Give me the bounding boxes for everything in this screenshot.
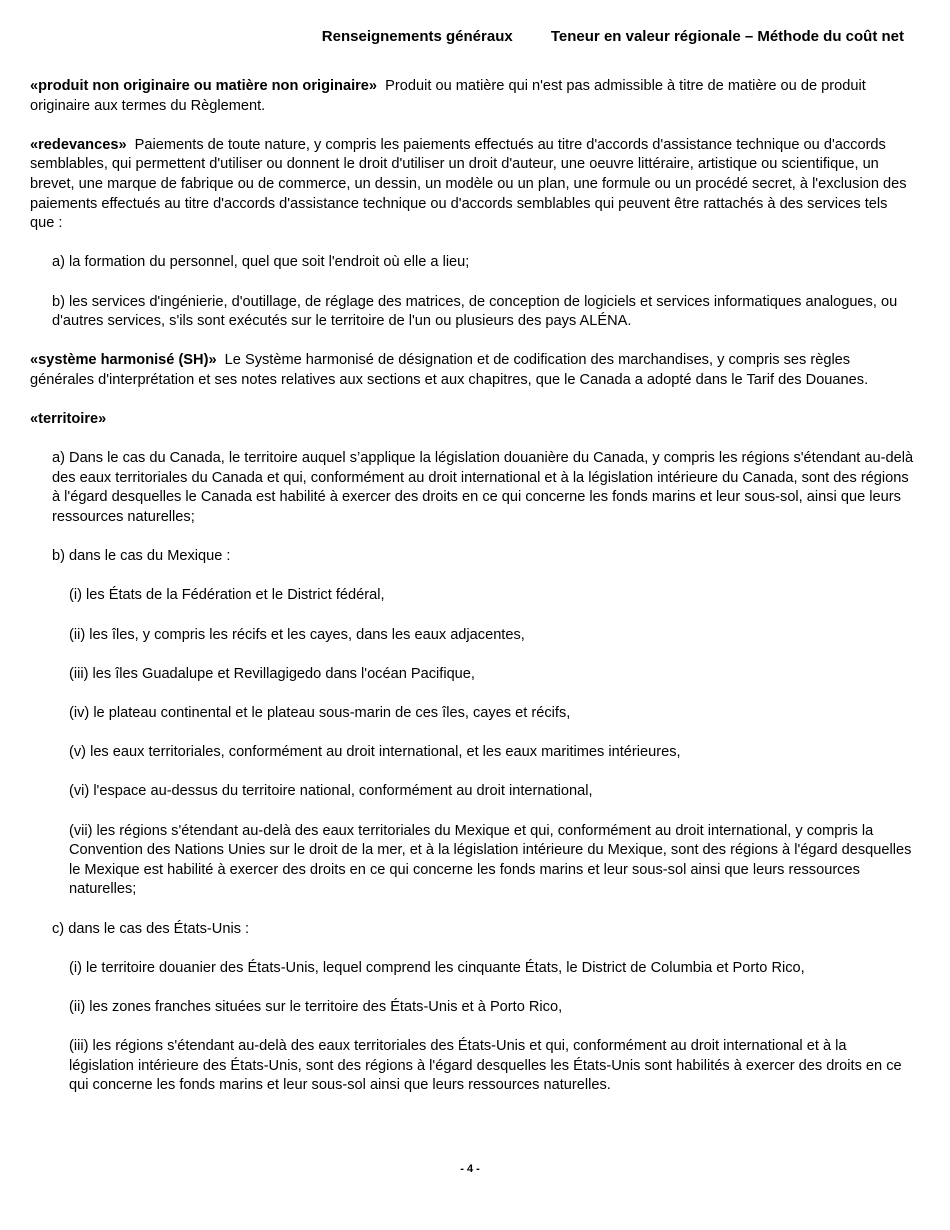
header-section-title: Renseignements généraux xyxy=(321,28,513,45)
list-item: (iii) les régions s'étendant au-delà des eaux territoriales des États-Unis et qui, conformément au droit international et à la législation intérieure des États-Unis, sont des régions à l'égard desquelles les États-Unis sont habilités à exercer des droits en ce qui concerne les fonds marins et leur sous-sol ainsi que leurs ressources naturelles. xyxy=(69,1038,902,1094)
list-item: (iv) le plateau continental et le plateau sous-marin de ces îles, cayes et récifs, xyxy=(69,705,571,721)
definition-term: «redevances» xyxy=(30,136,127,153)
page-number: - 4 - xyxy=(460,1163,480,1175)
list-item: b) les services d'ingénierie, d'outillage, de réglage des matrices, de conception de logiciels et services informatiques analogues, ou d'autres services, s'ils sont exécutés sur le territoire de l'un ou plusieurs des pays ALÉNA. xyxy=(52,293,898,330)
header-document-title: Teneur en valeur régionale – Méthode du coût net xyxy=(550,28,904,45)
definition-text: Paiements de toute nature, y compris les paiements effectués au titre d'accords d'assistance technique ou d'accords semblables, qui permettent d'utiliser ou donnent le droit d'utiliser un droit d'auteur, une oeuvre littéraire, artistique ou scientifique, un brevet, une marque de fabrique ou de commerce, un dessin, un modèle ou un plan, une formule ou un procédé secret, à l'exclusion des paiements effectués au titre d'accords d'assistance technique ou d'accords semblables qui peuvent être rattachés à des services tels que : xyxy=(30,136,907,232)
list-item: (ii) les îles, y compris les récifs et les cayes, dans les eaux adjacentes, xyxy=(69,626,525,643)
list-item: (ii) les zones franches situées sur le territoire des États-Unis et à Porto Rico, xyxy=(69,998,563,1015)
definition-term: «produit non originaire ou matière non originaire» xyxy=(30,78,378,94)
page-header xyxy=(322,27,904,47)
list-item: a) la formation du personnel, quel que soit l'endroit où elle a lieu; xyxy=(52,254,470,271)
list-item: (i) les États de la Fédération et le District fédéral, xyxy=(69,587,385,604)
definition-sh xyxy=(30,351,915,390)
list-item: (vii) les régions s'étendant au-delà des eaux territoriales du Mexique et qui, conformément au droit international, y compris la Convention des Nations Unies sur le droit de la mer, et à la législation intérieure du Mexique, sont des régions à l'égard desquelles le Mexique est habilité à exercer des droits en ce qui concerne les fonds marins et leur sous-sol ainsi que leurs ressources naturelles; xyxy=(69,822,912,898)
definition-redevances xyxy=(30,136,915,234)
definition-non-originaire xyxy=(30,77,915,116)
list-item: (iii) les îles Guadalupe et Revillagigedo dans l'océan Pacifique, xyxy=(69,665,475,682)
list-item: (i) le territoire douanier des États-Unis, lequel comprend les cinquante États, le District de Columbia et Porto Rico, xyxy=(69,959,805,976)
list-item: (vi) l'espace au-dessus du territoire national, conformément au droit international, xyxy=(69,783,593,800)
territoire-mexique-intro: b) dans le cas du Mexique : xyxy=(52,548,231,565)
definition-text: Produit ou matière qui n'est pas admissible à titre de matière ou de produit originaire aux termes du Règlement. xyxy=(30,78,866,114)
definition-term: «système harmonisé (SH)» xyxy=(30,352,217,369)
document-body xyxy=(30,77,915,1096)
territoire-canada: a) Dans le cas du Canada, le territoire auquel s’applique la législation douanière du Canada, y compris les régions s'étendant au-delà des eaux territoriales du Canada et qui, conformément au droit international et à la législation intérieure du Canada, sont des régions à l'égard desquelles le Canada est habilité à exercer des droits en ce qui concerne les fonds marins et leur sous-sol, ainsi que leurs ressources naturelles; xyxy=(52,450,914,526)
definition-text: Le Système harmonisé de désignation et de codification des marchandises, y compris ses règles générales d'interprétation et ses notes relatives aux sections et aux chapitres, que le Canada a adopté dans le Tarif des Douanes. xyxy=(30,352,869,388)
territoire-usa-intro: c) dans le cas des États-Unis : xyxy=(52,920,250,937)
definition-territoire-term: «territoire» xyxy=(30,411,107,428)
list-item: (v) les eaux territoriales, conformément au droit international, et les eaux maritimes intérieures, xyxy=(69,744,681,761)
